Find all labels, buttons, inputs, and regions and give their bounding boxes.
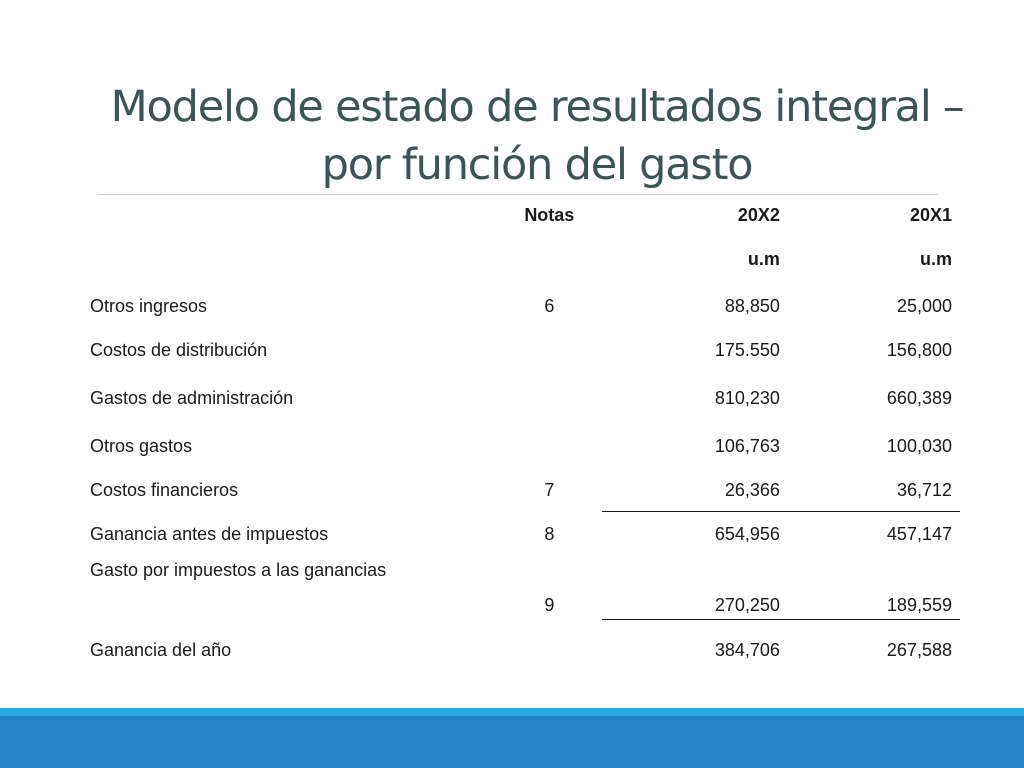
- header-year-20x2: 20X2: [737, 204, 780, 225]
- header-label: [80, 196, 497, 234]
- title-divider: [98, 194, 938, 195]
- row-label: Gastos de administración: [90, 387, 294, 408]
- row-label: Ganancia del año: [90, 639, 232, 660]
- income-statement-table: [80, 196, 960, 680]
- table-header-row: [80, 196, 960, 234]
- unit-notes: [497, 234, 602, 284]
- row-label: Ganancia antes de impuestos: [90, 523, 329, 544]
- unit-year-20x1: u.m: [919, 248, 952, 269]
- table-row: [80, 512, 960, 556]
- row-label: Otros gastos: [90, 435, 193, 456]
- header-year-20x1: 20X1: [909, 204, 952, 225]
- row-notes: [497, 328, 602, 372]
- row-notes: 6: [544, 295, 555, 316]
- row-value-20x2: 88,850: [724, 295, 780, 316]
- table-row: [80, 284, 960, 328]
- table-row: [80, 620, 960, 680]
- row-label: Costos de distribución: [90, 339, 268, 360]
- row-value-20x1: 457,147: [886, 523, 952, 544]
- row-value-20x2: 654,956: [714, 523, 780, 544]
- row-value-20x2: 270,250: [602, 556, 788, 620]
- table-row: [80, 328, 960, 372]
- row-notes: [497, 372, 602, 424]
- row-label: Gasto por impuestos a las ganancias: [90, 560, 387, 580]
- slide-title-line-1: Modelo de estado de resultados integral –: [110, 82, 964, 132]
- row-value-20x1: 36,712: [788, 468, 960, 512]
- row-value-20x1: 267,588: [886, 639, 952, 660]
- row-value-20x2: 810,230: [714, 387, 780, 408]
- row-notes: 7: [544, 479, 555, 500]
- slide-title: [60, 78, 1014, 194]
- header-notes: Notas: [524, 204, 575, 225]
- row-value-20x2: 175.550: [714, 339, 780, 360]
- table-row: [80, 468, 960, 512]
- table-row: [80, 372, 960, 424]
- row-label: Costos financieros: [90, 479, 239, 500]
- footer-accent-bar: [0, 708, 1024, 716]
- row-value-20x2: 26,366: [602, 468, 788, 512]
- table-unit-row: [80, 234, 960, 284]
- row-value-20x1: 660,389: [886, 387, 952, 408]
- row-value-20x2: 384,706: [714, 639, 780, 660]
- row-notes: 9: [544, 595, 555, 615]
- row-value-20x1: 25,000: [896, 295, 952, 316]
- row-value-20x1: 100,030: [886, 435, 952, 456]
- row-value-20x1: 156,800: [886, 339, 952, 360]
- row-value-20x2: 106,763: [714, 435, 780, 456]
- slide-title-line-2: por función del gasto: [321, 140, 753, 190]
- row-notes: [497, 424, 602, 468]
- table-row: [80, 556, 960, 620]
- row-notes: 8: [544, 523, 555, 544]
- row-label: Otros ingresos: [90, 295, 208, 316]
- unit-year-20x2: u.m: [747, 248, 780, 269]
- footer-bar: [0, 716, 1024, 768]
- row-value-20x1: 189,559: [788, 556, 960, 620]
- row-notes: [497, 620, 602, 680]
- table-row: [80, 424, 960, 468]
- unit-label: [80, 234, 497, 284]
